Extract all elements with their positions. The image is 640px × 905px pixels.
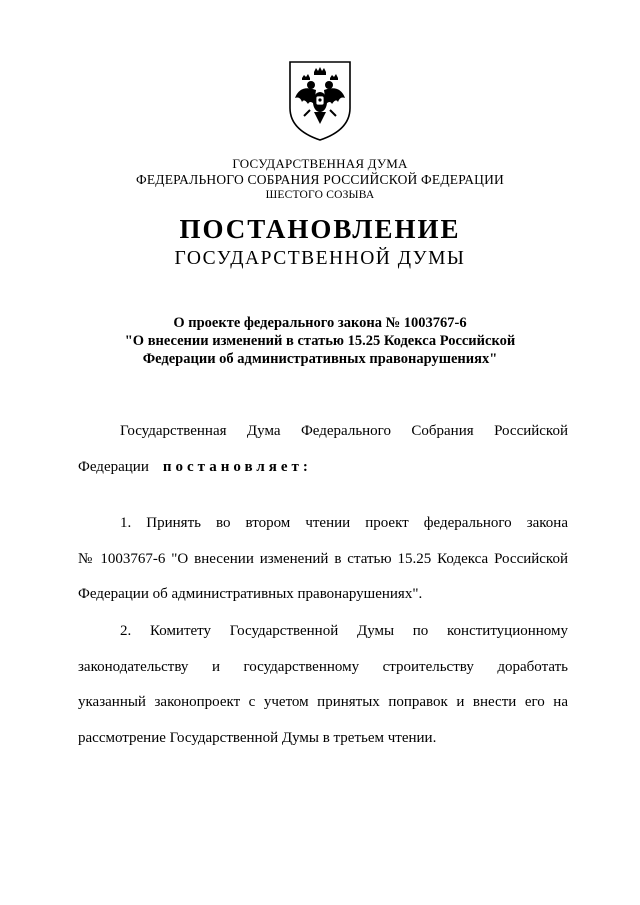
- header-line-1: ГОСУДАРСТВЕННАЯ ДУМА: [232, 156, 408, 171]
- header-line-3: ШЕСТОГО СОЗЫВА: [265, 189, 375, 201]
- coat-of-arms-icon: [286, 58, 354, 142]
- header-line-2: ФЕДЕРАЛЬНОГО СОБРАНИЯ РОССИЙСКОЙ ФЕДЕРАЦИИ: [136, 172, 504, 187]
- intro-line-1: Государственная Дума Федерального Собрания Российской: [120, 423, 568, 439]
- intro-line-2: [78, 459, 568, 476]
- subject-line-3: Федерации об административных правонарушениях": [142, 351, 498, 367]
- item-1-line-3: Федерации об административных правонарушениях".: [78, 586, 423, 602]
- item-2-line-3: указанный законопроект с учетом принятых поправок и внести его на: [78, 694, 568, 710]
- subject-line-2: "О внесении изменений в статью 15.25 Кодекса Российской: [124, 333, 516, 349]
- resolves-keyword: постановляет:: [162, 459, 312, 475]
- item-2-line-2: законодательству и государственному строительству доработать: [78, 659, 568, 675]
- item-1-line-1: 1. Принять во втором чтении проект федерального закона: [120, 515, 568, 531]
- document-title: ПОСТАНОВЛЕНИЕ: [179, 214, 461, 244]
- item-1-line-2: № 1003767-6 "О внесении изменений в статью 15.25 Кодекса Российской: [78, 551, 568, 567]
- item-2-line-1: 2. Комитету Государственной Думы по конституционному: [120, 623, 568, 639]
- subject-line-1: О проекте федерального закона № 1003767-6: [173, 315, 467, 331]
- document-subtitle: ГОСУДАРСТВЕННОЙ ДУМЫ: [174, 248, 466, 269]
- item-2-line-4: рассмотрение Государственной Думы в третьем чтении.: [78, 730, 437, 746]
- intro-line-2-start: Федерации: [78, 459, 149, 475]
